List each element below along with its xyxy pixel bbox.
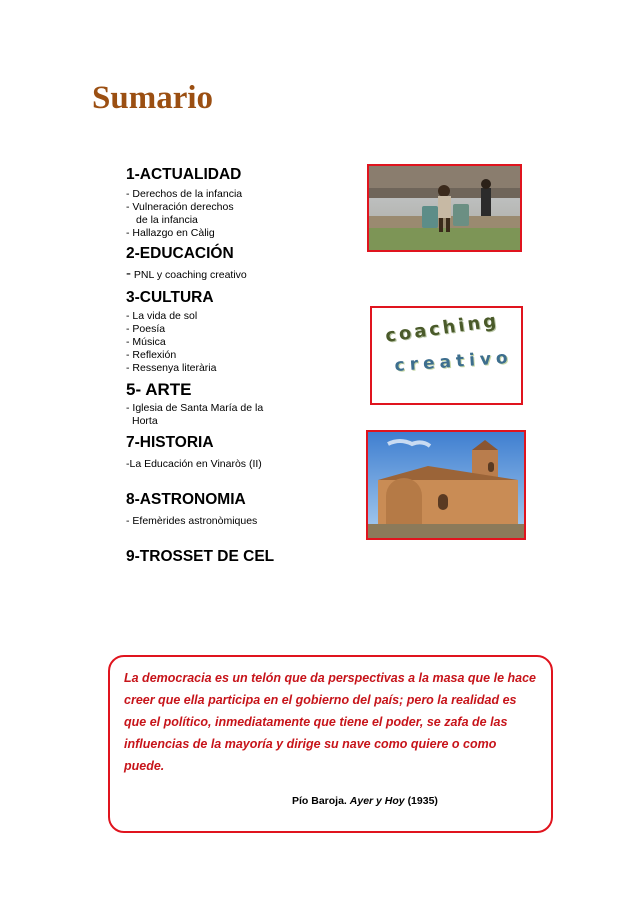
list-item: - Ressenya literària [126,362,217,374]
church-illustration [368,432,524,538]
section-heading-actualidad: 1-ACTUALIDAD [126,166,242,183]
section-heading-arte: 5- ARTE [126,380,192,399]
word-creativo: creativo [394,347,514,376]
section-heading-astronomia: 8-ASTRONOMIA [126,491,246,508]
list-item: - Reflexión [126,349,177,361]
list-item: - Vulneración derechos [126,201,234,213]
list-item: PNL y coaching creativo [133,269,247,281]
quote-work: Ayer y Hoy [349,795,405,807]
list-item: - Efemèrides astronòmiques [126,515,258,527]
quote-attribution [292,795,438,807]
section-heading-trosset-de-cel: 9-TROSSET DE CEL [126,548,275,565]
list-item: - Hallazgo en Càlig [126,227,215,239]
list-item: Horta [132,415,158,427]
list-item: - Música [126,336,166,348]
church-photo [366,430,526,540]
page-title: Sumario [92,80,214,116]
word-coaching: coaching [384,310,501,347]
list-item: -La Educación en Vinaròs (II) [126,458,262,470]
list-item: - La vida de sol [126,310,198,322]
list-item: - Poesía [126,323,166,335]
list-item: de la infancia [136,214,198,226]
coaching-creativo-image [370,306,523,405]
list-item: - Iglesia de Santa María de la [126,402,264,414]
coaching-word-art [372,308,521,403]
children-illustration [369,166,520,250]
table-of-contents [126,163,366,566]
quote-box [108,655,553,833]
section-heading-educacion: 2-EDUCACIÓN [126,245,234,262]
list-item: - Derechos de la infancia [126,188,243,200]
section-heading-cultura: 3-CULTURA [126,289,214,306]
section-heading-historia: 7-HISTORIA [126,434,214,451]
quote-author: Pío Baroja. [292,795,347,807]
quote-year: (1935) [407,795,438,807]
quote-text: La democracia es un telón que da perspectivas a la masa que le hace creer que ella participa en el gobierno del país; pero la realidad es que el político, inmediatamente que tiene el poder, se zafa de las influencias de la mayoría y dirige su nave como quiere o como puede. [124,671,536,773]
children-water-photo [367,164,522,252]
dash: - [126,265,131,282]
